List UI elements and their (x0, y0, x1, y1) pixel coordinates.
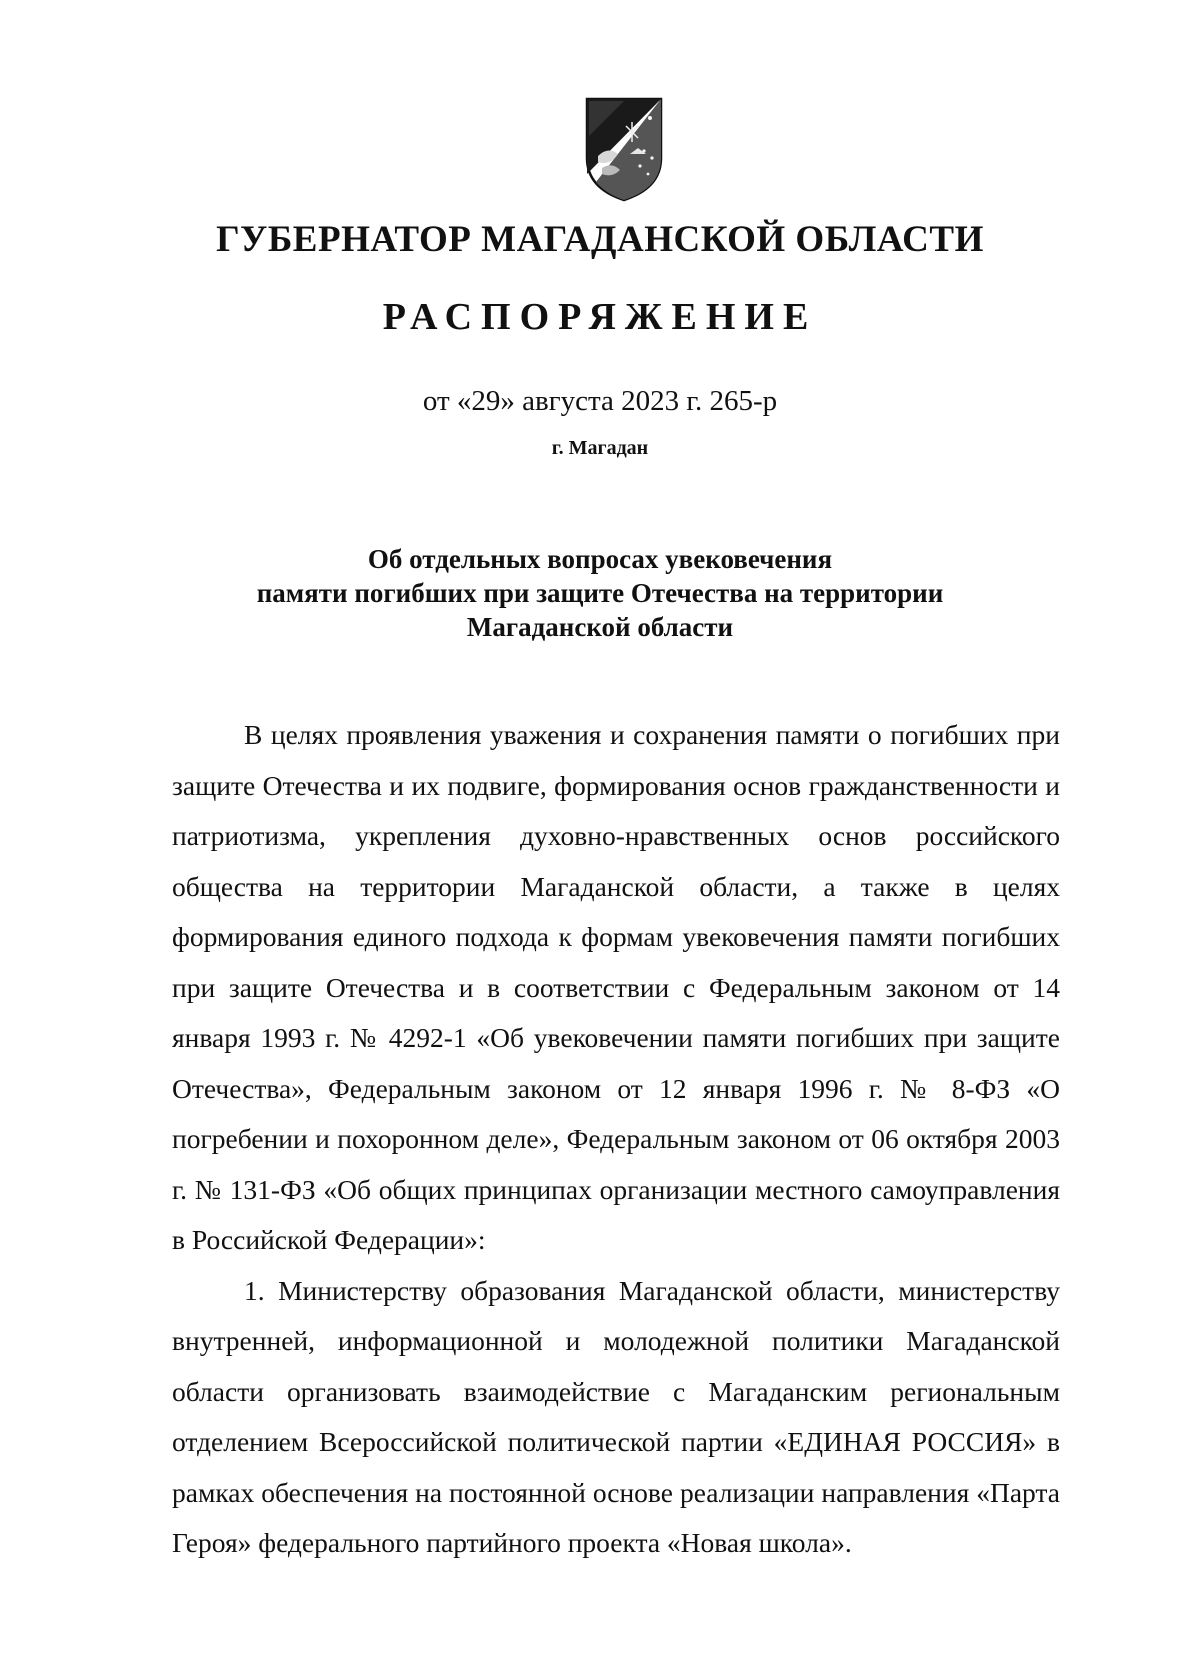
subject-line: памяти погибших при защите Отечества на территории (256, 578, 944, 608)
document-subject (0, 542, 1200, 644)
coat-of-arms-icon (584, 96, 664, 202)
document-date-number: от «29» августа 2023 г. 265-р (422, 385, 778, 417)
document-type: РАСПОРЯЖЕНИЕ (382, 296, 818, 338)
subject-line: Об отдельных вопросах увековечения (367, 544, 833, 574)
document-city: г. Магадан (551, 437, 649, 459)
document-body (172, 710, 1060, 1569)
body-paragraph-item-1: 1. Министерству образования Магаданской области, министерству внутренней, информационной и молодежной политики Магаданской области организовать взаимодействие с Магаданским региональным отделением Всероссийской политической партии «ЕДИНАЯ РОССИЯ» в рамках обеспечения на постоянной основе реализации направления «Парта Героя» федерального партийного проекта «Новая школа». (172, 1274, 1060, 1558)
issuing-authority: ГУБЕРНАТОР МАГАДАНСКОЙ ОБЛАСТИ (216, 219, 984, 260)
body-paragraph-preamble: В целях проявления уважения и сохранения памяти о погибших при защите Отечества и их подвиге, формирования основ гражданственности и патриотизма, укрепления духовно-нравственных основ российского общества на территории Магаданской области, а также в целях формирования единого подхода к формам увековечения памяти погибших при защите Отечества и в соответствии с Федеральным законом от 14 января 1993 г. № 4292-1 «Об увековечении памяти погибших при защите Отечества», Федеральным законом от 12 января 1996 г. № 8-ФЗ «О погребении и похоронном деле», Федеральным законом от 06 октября 2003 г. № 131-ФЗ «Об общих принципах организации местного самоуправления в Российской Федерации»: (172, 719, 1060, 1255)
subject-line: Магаданской области (466, 612, 734, 642)
